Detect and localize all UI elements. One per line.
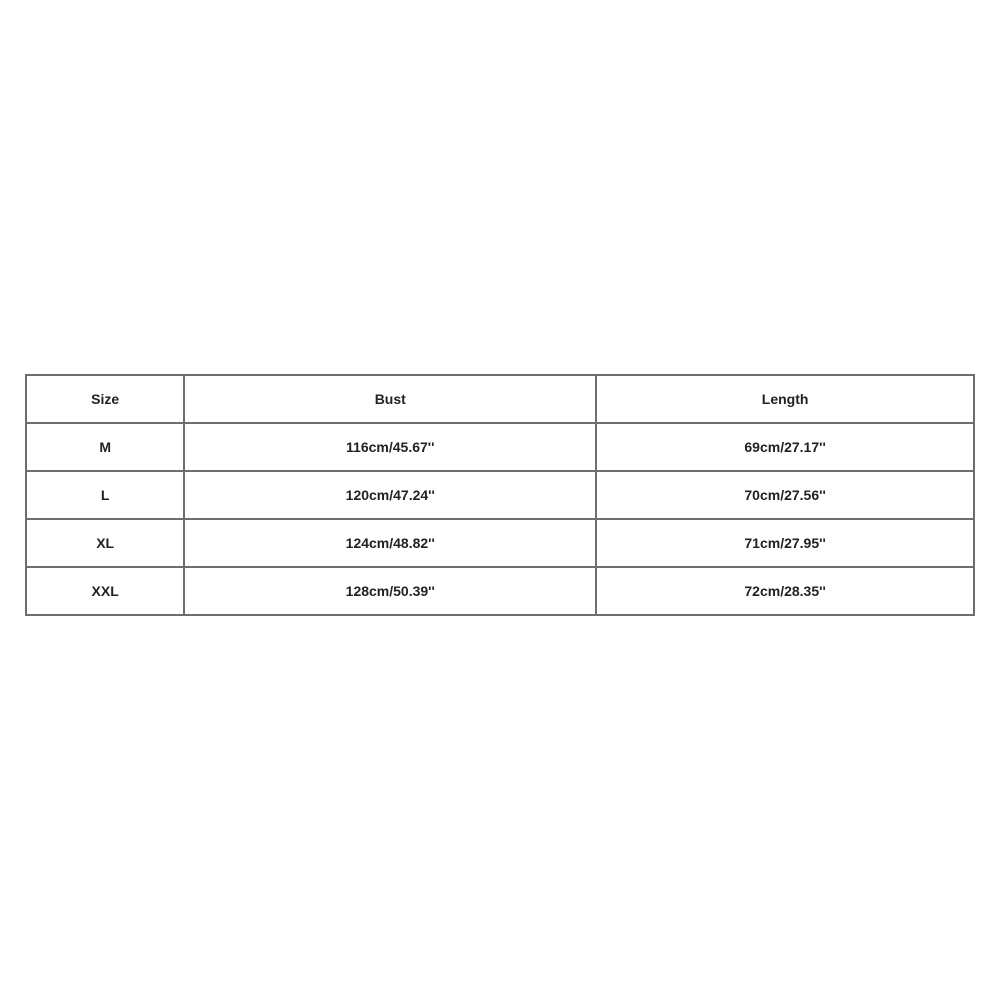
header-bust: Bust: [184, 375, 596, 423]
length-cell: 72cm/28.35'': [596, 567, 974, 615]
table-row: [26, 423, 974, 471]
size-cell: XL: [26, 519, 184, 567]
table-row: [26, 567, 974, 615]
bust-cell: 116cm/45.67'': [184, 423, 596, 471]
size-chart-table: [25, 374, 975, 616]
length-cell: 71cm/27.95'': [596, 519, 974, 567]
size-cell: XXL: [26, 567, 184, 615]
table-row: [26, 519, 974, 567]
bust-cell: 128cm/50.39'': [184, 567, 596, 615]
header-length: Length: [596, 375, 974, 423]
bust-cell: 120cm/47.24'': [184, 471, 596, 519]
size-cell: M: [26, 423, 184, 471]
length-cell: 70cm/27.56'': [596, 471, 974, 519]
header-size: Size: [26, 375, 184, 423]
table-row: [26, 471, 974, 519]
table-header-row: [26, 375, 974, 423]
size-cell: L: [26, 471, 184, 519]
length-cell: 69cm/27.17'': [596, 423, 974, 471]
bust-cell: 124cm/48.82'': [184, 519, 596, 567]
